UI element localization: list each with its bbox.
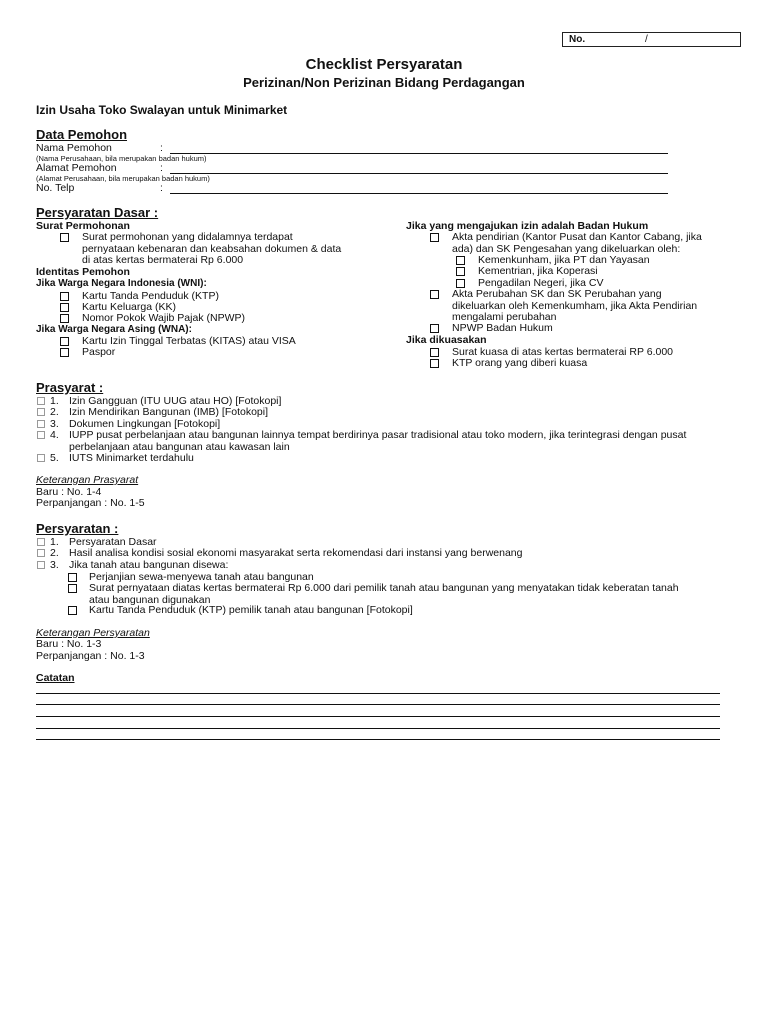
phone-colon: : [160, 182, 163, 194]
bh-kemenkunham-label: Kemenkunham, jika PT dan Yayasan [478, 254, 650, 266]
wni-ktp-label: Kartu Tanda Penduduk (KTP) [82, 290, 219, 302]
prasyarat-4-num: 4. [50, 429, 59, 441]
surat-checkbox[interactable] [60, 233, 69, 242]
bh-perubahan-line-2: dikeluarkan oleh Kemenkumham, jika Akta Pendirian [452, 300, 698, 312]
bh-akta-line-2: ada) dan SK Pengesahan yang dikeluarkan oleh: [452, 243, 681, 255]
persyaratan-note-baru: Baru : No. 1-3 [36, 638, 102, 650]
bh-akta-checkbox[interactable] [430, 233, 439, 242]
bh-kementrian-checkbox[interactable] [456, 267, 465, 276]
prasyarat-4-text: IUPP pusat perbelanjaan atau bangunan lainnya tempat berdirinya pasar tradisional atau toko modern, jika terintegrasi dengan pusat [69, 429, 687, 441]
prasyarat-3-num: 3. [50, 418, 59, 430]
prasyarat-2-num: 2. [50, 406, 59, 418]
persyaratan-note-heading: Keterangan Persyaratan [36, 627, 150, 639]
kuasa-ktp-label: KTP orang yang diberi kuasa [452, 357, 588, 369]
prasyarat-2-checkbox[interactable] [37, 408, 45, 416]
persyaratan-heading: Persyaratan : [36, 521, 119, 536]
sewa-ktp-label: Kartu Tanda Penduduk (KTP) pemilik tanah atau bangunan [Fotokopi] [89, 604, 413, 616]
persyaratan-3-num: 3. [50, 559, 59, 571]
bh-pengadilan-checkbox[interactable] [456, 279, 465, 288]
kuasa-heading: Jika dikuasakan [406, 334, 487, 346]
bh-akta-line-1: Akta pendirian (Kantor Pusat dan Kantor Cabang, jika [452, 231, 702, 243]
prasyarat-1-text: Izin Gangguan (ITU UUG atau HO) [Fotokopi] [69, 395, 282, 407]
sewa-perjanjian-label: Perjanjian sewa-menyewa tanah atau bangunan [89, 571, 314, 583]
sewa-pernyataan-checkbox[interactable] [68, 584, 77, 593]
surat-item-line-1: Surat permohonan yang didalamnya terdapat [82, 231, 293, 243]
name-colon: : [160, 142, 163, 154]
prasyarat-2-text: Izin Mendirikan Bangunan (IMB) [Fotokopi] [69, 406, 269, 418]
prasyarat-5-num: 5. [50, 452, 59, 464]
wni-heading: Jika Warga Negara Indonesia (WNI): [36, 278, 207, 289]
bh-perubahan-line-3: mengalami perubahan [452, 311, 557, 323]
prasyarat-1-num: 1. [50, 395, 59, 407]
page-subtitle: Perizinan/Non Perizinan Bidang Perdagangan [243, 75, 525, 90]
prasyarat-5-checkbox[interactable] [37, 454, 45, 462]
page-title: Checklist Persyaratan [305, 56, 463, 73]
wna-paspor-label: Paspor [82, 346, 116, 358]
kuasa-ktp-checkbox[interactable] [430, 359, 439, 368]
wna-paspor-checkbox[interactable] [60, 348, 69, 357]
address-note: (Alamat Perusahaan, bila merupakan badan hukum) [36, 174, 210, 183]
bh-npwp-label: NPWP Badan Hukum [452, 322, 553, 334]
wni-ktp-checkbox[interactable] [60, 292, 69, 301]
persyaratan-note-perpanjangan: Perpanjangan : No. 1-3 [36, 650, 145, 662]
prasyarat-heading: Prasyarat : [36, 380, 104, 395]
bh-pengadilan-label: Pengadilan Negeri, jika CV [478, 277, 604, 289]
surat-item-line-2: pernyataan kebenaran dan keabsahan dokumen & data [82, 243, 342, 255]
name-field[interactable] [170, 153, 668, 154]
notes-line[interactable] [36, 716, 720, 717]
persyaratan-2-text: Hasil analisa kondisi sosial ekonomi masyarakat serta rekomendasi dari instansi yang berwenang [69, 547, 523, 559]
surat-item-line-3: di atas kertas bermaterai Rp 6.000 [82, 254, 244, 266]
wna-kitas-checkbox[interactable] [60, 337, 69, 346]
number-label: No. [569, 34, 586, 45]
prasyarat-4-checkbox[interactable] [37, 431, 45, 439]
wni-kk-label: Kartu Keluarga (KK) [82, 301, 176, 313]
persyaratan-3-checkbox[interactable] [37, 561, 45, 569]
registration-number-box[interactable] [562, 32, 741, 47]
bh-kemenkunham-checkbox[interactable] [456, 256, 465, 265]
persyaratan-2-num: 2. [50, 547, 59, 559]
name-label: Nama Pemohon [36, 142, 112, 154]
wna-kitas-label: Kartu Izin Tinggal Terbatas (KITAS) atau VISA [82, 335, 296, 347]
prasyarat-5-text: IUTS Minimarket terdahulu [69, 452, 194, 464]
name-note: (Nama Perusahaan, bila merupakan badan hukum) [36, 154, 207, 163]
prasyarat-3-text: Dokumen Lingkungan [Fotokopi] [69, 418, 221, 430]
address-field[interactable] [170, 173, 668, 174]
notes-heading: Catatan [36, 672, 75, 684]
bh-npwp-checkbox[interactable] [430, 324, 439, 333]
prasyarat-note-perpanjangan: Perpanjangan : No. 1-5 [36, 497, 145, 509]
prasyarat-note-baru: Baru : No. 1-4 [36, 486, 102, 498]
persyaratan-1-text: Persyaratan Dasar [69, 536, 157, 548]
wni-npwp-checkbox[interactable] [60, 314, 69, 323]
sewa-pernyataan-cont: atau bangunan digunakan [89, 594, 211, 606]
phone-label: No. Telp [36, 182, 75, 194]
applicant-heading: Data Pemohon [36, 127, 128, 142]
prasyarat-3-checkbox[interactable] [37, 420, 45, 428]
wni-npwp-label: Nomor Pokok Wajib Pajak (NPWP) [82, 312, 245, 324]
sewa-ktp-checkbox[interactable] [68, 606, 77, 615]
persyaratan-3-text: Jika tanah atau bangunan disewa: [69, 559, 229, 571]
sewa-perjanjian-checkbox[interactable] [68, 573, 77, 582]
address-label: Alamat Pemohon [36, 162, 117, 174]
sewa-pernyataan-label: Surat pernyataan diatas kertas bermaterai Rp 6.000 dari pemilik tanah atau bangunan yang menyatakan tidak keberatan tanah [89, 582, 679, 594]
identitas-heading: Identitas Pemohon [36, 266, 130, 278]
bh-kementrian-label: Kementrian, jika Koperasi [478, 265, 598, 277]
persyaratan-2-checkbox[interactable] [37, 549, 45, 557]
notes-line[interactable] [36, 704, 720, 705]
prasyarat-4-text-cont: perbelanjaan atau bangunan atau kawasan lain [69, 441, 290, 453]
prasyarat-1-checkbox[interactable] [37, 397, 45, 405]
permit-name: Izin Usaha Toko Swalayan untuk Minimarket [36, 103, 288, 117]
kuasa-surat-checkbox[interactable] [430, 348, 439, 357]
persyaratan-1-num: 1. [50, 536, 59, 548]
notes-line[interactable] [36, 693, 720, 694]
wna-heading: Jika Warga Negara Asing (WNA): [36, 324, 192, 335]
kuasa-surat-label: Surat kuasa di atas kertas bermaterai RP 6.000 [452, 346, 674, 358]
phone-field[interactable] [170, 193, 668, 194]
surat-heading: Surat Permohonan [36, 220, 130, 232]
bh-perubahan-checkbox[interactable] [430, 290, 439, 299]
notes-line[interactable] [36, 728, 720, 729]
bh-perubahan-line-1: Akta Perubahan SK dan SK Perubahan yang [452, 288, 662, 300]
wni-kk-checkbox[interactable] [60, 303, 69, 312]
prasyarat-note-heading: Keterangan Prasyarat [36, 474, 139, 486]
notes-line[interactable] [36, 739, 720, 740]
address-colon: : [160, 162, 163, 174]
number-slash: / [645, 34, 648, 45]
badan-hukum-heading: Jika yang mengajukan izin adalah Badan Hukum [406, 220, 649, 232]
persyaratan-1-checkbox[interactable] [37, 538, 45, 546]
basic-requirements-heading: Persyaratan Dasar : [36, 205, 159, 220]
